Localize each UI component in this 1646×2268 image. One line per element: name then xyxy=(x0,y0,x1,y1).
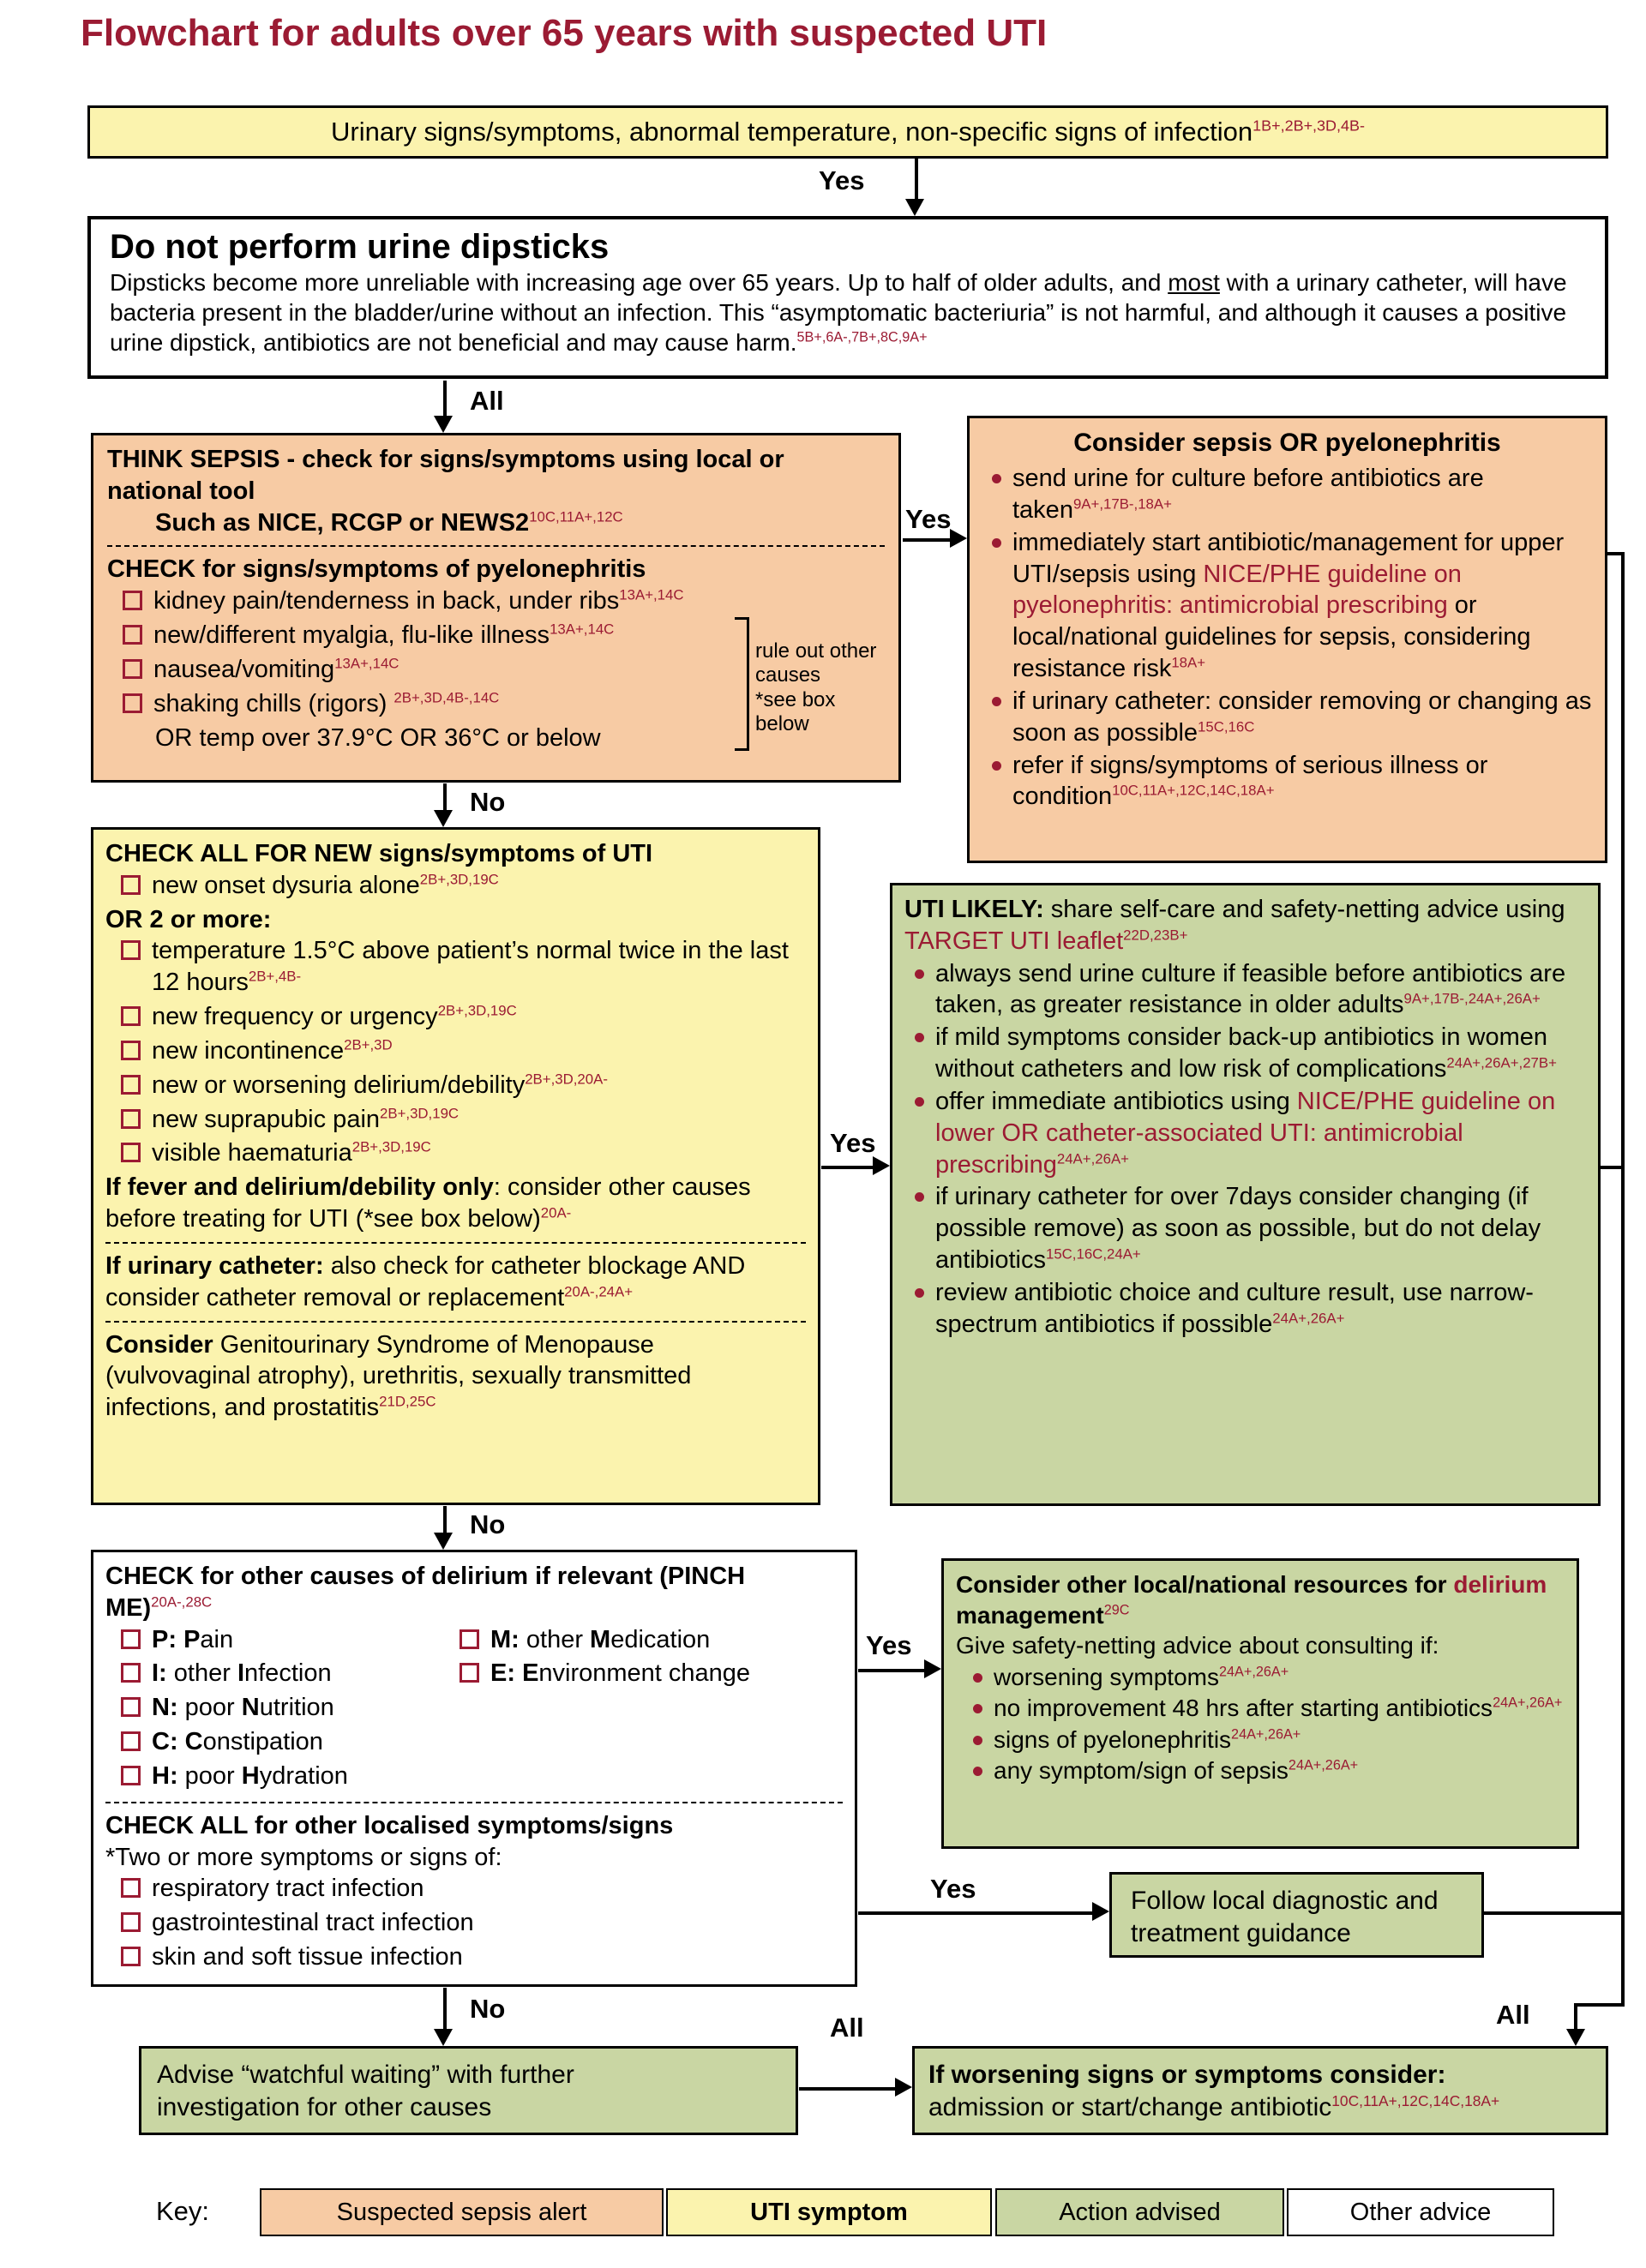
checklist-item xyxy=(121,1726,444,1758)
checklist-item xyxy=(121,1692,444,1724)
arrow-watchful-line xyxy=(443,1988,447,2031)
uti-likely-heading: UTI LIKELY: share self-care and safety-netting advice using TARGET UTI leaflet$^{22D,23B+}$ xyxy=(904,896,1565,955)
bullet-item xyxy=(911,1277,1586,1341)
worsening-line2: admission or start/change antibiotic$^{10C,11A+,12C,14C,18A+}$ xyxy=(928,2092,1500,2122)
checklist-item xyxy=(123,688,730,720)
checklist-item-text: new or worsening delirium/debility$^{2B+,3D,20A-}$ xyxy=(152,1071,608,1099)
checkbox-icon xyxy=(121,1041,141,1060)
follow-local-box xyxy=(1109,1872,1484,1958)
checklist-item xyxy=(460,1658,750,1689)
bullet-item-text: signs of pyelonephritis$^{24A+,26A+}$ xyxy=(994,1725,1301,1753)
connector-bottom-jog xyxy=(1574,2003,1625,2007)
bullet-item-text: review antibiotic choice and culture result, use narrow-spectrum antibiotics if possible$^{24A+,26A+}$ xyxy=(935,1278,1534,1338)
checklist-item-text: C: Constipation xyxy=(152,1728,323,1756)
checklist-item-text: kidney pain/tenderness in back, under ribs$^{13A+,14C}$ xyxy=(153,586,684,615)
checklist-item-text: I: other Infection xyxy=(152,1659,332,1688)
page-title: Flowchart for adults over 65 years with suspected UTI xyxy=(81,12,1048,54)
bracket-icon xyxy=(735,617,749,751)
bullet-item-text: always send urine culture if feasible before antibiotics are taken, as greater resistance in older adults$^{9A+,17B-,24A+,26A+}$ xyxy=(935,959,1566,1019)
checklist-item xyxy=(121,1658,444,1689)
bullet-dot-icon xyxy=(973,1673,982,1683)
start-box xyxy=(87,105,1608,159)
bullet-item-text: send urine for culture before antibiotics are taken$^{9A+,17B-,18A+}$ xyxy=(1012,465,1484,524)
bullet-dot-icon xyxy=(992,761,1001,771)
checklist-item-text: new/different myalgia, flu-like illness$^{13A+,14C}$ xyxy=(153,621,615,650)
bullet-dot-icon xyxy=(915,969,924,979)
checkbox-icon xyxy=(121,1697,141,1717)
checkbox-icon xyxy=(121,1006,141,1026)
arrow-start-line xyxy=(915,159,918,199)
bullet-dot-icon xyxy=(992,538,1001,548)
checkbox-icon xyxy=(123,693,142,713)
checklist-item-text: shaking chills (rigors) $^{2B+,3D,4B-,14C}$ xyxy=(153,689,500,717)
uti-likely-box xyxy=(890,883,1601,1506)
bullet-item xyxy=(970,1755,1565,1786)
worsening-line1: If worsening signs or symptoms consider: xyxy=(928,2061,1446,2089)
checkbox-icon xyxy=(121,940,141,960)
checklist-item xyxy=(121,1941,843,1973)
bullet-item-text: refer if signs/symptoms of serious illness or condition$^{10C,11A+,12C,14C,18A+}$ xyxy=(1012,751,1488,811)
delirium-bullets xyxy=(956,1662,1565,1786)
label-yes-start: Yes xyxy=(819,165,865,195)
arrow-start-head-icon xyxy=(905,199,924,216)
checklist-item-text: temperature 1.5°C above patient’s normal twice in the last 12 hours$^{2B+,4B-}$ xyxy=(152,937,789,997)
bullet-item xyxy=(911,1181,1586,1275)
checklist-item-text: new suprapubic pain$^{2B+,3D,19C}$ xyxy=(152,1104,460,1133)
checklist-item xyxy=(121,1624,444,1656)
checklist-item xyxy=(121,1070,806,1101)
delirium-resources-heading: Consider other local/national resources for delirium management$^{29C}$ xyxy=(956,1571,1547,1629)
arrow-uti-line xyxy=(821,1166,875,1169)
rule-out-note-line2: *see box below xyxy=(755,687,836,735)
localised-check-sub: *Two or more symptoms or signs of: xyxy=(105,1843,502,1871)
temperature-line: OR temp over 37.9°C OR 36°C or below xyxy=(155,723,601,752)
delirium-resources-box xyxy=(941,1558,1579,1849)
connector-bottom-drop xyxy=(1574,2003,1577,2031)
arrow-uti-head-icon xyxy=(873,1156,890,1175)
watchful-waiting-text: Advise “watchful waiting” with further investigation for other causes xyxy=(157,2061,574,2122)
arrow-delirium-head-icon xyxy=(924,1659,941,1678)
uti-likely-bullets xyxy=(904,958,1586,1341)
pinch-grid xyxy=(105,1624,843,1795)
label-no-watchful: No xyxy=(470,1994,506,2024)
key-action-advised: Action advised xyxy=(995,2188,1284,2236)
connector-local-right xyxy=(1484,1911,1625,1915)
bullet-dot-icon xyxy=(915,1192,924,1202)
label-no-sepsis: No xyxy=(470,787,506,817)
checkbox-icon xyxy=(460,1663,479,1683)
checkbox-icon xyxy=(121,1075,141,1095)
arrow-dipstick-head-icon xyxy=(434,416,453,433)
label-yes-delirium: Yes xyxy=(866,1630,912,1660)
uti-symptom-checklist xyxy=(105,935,806,1169)
worsening-box xyxy=(912,2046,1608,2135)
bullet-item xyxy=(911,1022,1586,1085)
bullet-dot-icon xyxy=(973,1704,982,1713)
label-all-right: All xyxy=(1496,2000,1530,2030)
arrow-worsening-head-icon xyxy=(895,2078,912,2097)
dashed-divider xyxy=(107,545,885,547)
checkbox-icon xyxy=(121,1766,141,1785)
menopause-note: Consider Genitourinary Syndrome of Menopause (vulvovaginal atrophy), urethritis, sexually transmitted infections, and prostatitis$^{21D,25C}$ xyxy=(105,1330,692,1422)
bullet-item-text: no improvement 48 hrs after starting antibiotics$^{24A+,26A+}$ xyxy=(994,1695,1563,1722)
arrow-worsening-line xyxy=(799,2087,898,2091)
checklist-item-text: E: Environment change xyxy=(490,1659,751,1688)
arrow-sepsis-line xyxy=(903,538,952,542)
pinch-me-box xyxy=(91,1550,857,1987)
label-yes-local: Yes xyxy=(930,1874,976,1904)
checklist-item-text: new frequency or urgency$^{2B+,3D,19C}$ xyxy=(152,1002,517,1031)
label-yes-sepsis: Yes xyxy=(905,504,952,534)
key-uti-symptom: UTI symptom xyxy=(666,2188,992,2236)
key-label: Key: xyxy=(156,2196,210,2226)
checklist-item xyxy=(121,1035,806,1067)
label-all-dipstick: All xyxy=(470,386,504,416)
think-sepsis-tools: Such as NICE, RCGP or $NEWS2^{10C,11A+,12C}$ xyxy=(155,508,623,537)
bullet-dot-icon xyxy=(915,1288,924,1298)
bullet-item xyxy=(988,527,1593,685)
checkbox-icon xyxy=(121,1878,141,1898)
checkbox-icon xyxy=(121,1947,141,1966)
arrow-think-down-line xyxy=(443,783,447,811)
dashed-divider xyxy=(105,1321,806,1323)
pyelonephritis-checklist xyxy=(107,585,730,719)
arrow-local-line xyxy=(858,1911,1095,1915)
checkbox-icon xyxy=(123,625,142,645)
key-suspected-sepsis: Suspected sepsis alert xyxy=(260,2188,664,2236)
consider-sepsis-box xyxy=(967,416,1607,863)
arrow-checkuti-down-line xyxy=(443,1506,447,1533)
pinch-heading: CHECK for other causes of delirium if relevant (PINCH ME)$^{20A-,28C}$ xyxy=(105,1563,746,1622)
pinch-column-2 xyxy=(444,1624,750,1795)
consider-sepsis-heading: Consider sepsis OR pyelonephritis xyxy=(1073,429,1501,457)
checklist-item-text: nausea/vomiting$^{13A+,14C}$ xyxy=(153,655,399,683)
localised-checklist xyxy=(105,1873,843,1972)
checkbox-icon xyxy=(121,1109,141,1129)
check-uti-heading: CHECK ALL FOR NEW signs/symptoms of UTI xyxy=(105,840,653,867)
bullet-item xyxy=(970,1725,1565,1755)
checklist-item-text: new incontinence$^{2B+,3D}$ xyxy=(152,1036,393,1065)
bullet-item xyxy=(911,958,1586,1022)
checkbox-icon xyxy=(121,1912,141,1932)
checklist-item xyxy=(121,935,806,999)
key-other-advice: Other advice xyxy=(1287,2188,1554,2236)
checklist-item xyxy=(121,1001,806,1033)
bullet-dot-icon xyxy=(915,1097,924,1107)
dashed-divider xyxy=(105,1242,806,1244)
checklist-item xyxy=(121,870,806,902)
pyelonephritis-check-heading: CHECK for signs/symptoms of pyelonephritis xyxy=(107,555,646,584)
bullet-item-text: immediately start antibiotic/management for upper UTI/sepsis using NICE/PHE guideline on pyelonephritis: antimicrobial prescribing or local/national guidelines for sepsis, considering resistance risk$^{18A+}$ xyxy=(1012,528,1565,683)
rule-out-note xyxy=(755,639,886,736)
checklist-item-text: visible haematuria$^{2B+,3D,19C}$ xyxy=(152,1138,431,1167)
arrow-sepsis-head-icon xyxy=(950,529,967,548)
or-two-or-more: OR 2 or more: xyxy=(105,905,272,933)
arrow-watchful-head-icon xyxy=(434,2029,453,2046)
checklist-item xyxy=(123,654,730,686)
checklist-item xyxy=(123,620,730,651)
checklist-item xyxy=(121,1137,806,1169)
label-no-uti: No xyxy=(470,1509,506,1539)
follow-local-text: Follow local diagnostic and treatment guidance xyxy=(1131,1887,1439,1948)
checkbox-icon xyxy=(460,1629,479,1649)
arrow-dipstick-line xyxy=(443,381,447,416)
rule-out-note-line1: rule out other causes xyxy=(755,639,877,687)
start-box-text: Urinary signs/symptoms, abnormal temperature, non-specific signs of infection$^{1B+,2B+,3D,4B-}$ xyxy=(331,117,1365,147)
checklist-item xyxy=(121,1907,843,1939)
catheter-note: If urinary catheter: also check for catheter blockage AND consider catheter removal or replacement$^{20A-,24A+}$ xyxy=(105,1251,746,1311)
watchful-waiting-box xyxy=(139,2046,798,2135)
checklist-item-text: M: other Medication xyxy=(490,1625,711,1653)
safety-netting-sub: Give safety-netting advice about consulting if: xyxy=(956,1632,1439,1659)
dipstick-heading: Do not perform urine dipsticks xyxy=(110,228,610,266)
checklist-item-text: respiratory tract infection xyxy=(152,1875,424,1903)
dipstick-box xyxy=(87,216,1608,379)
fever-delirium-note: If fever and delirium/debility only: consider other causes before treating for UTI (*see box below)$^{20A-}$ xyxy=(105,1173,751,1233)
think-sepsis-box xyxy=(91,433,901,783)
arrow-delirium-line xyxy=(858,1669,927,1672)
checklist-item xyxy=(460,1624,750,1656)
bullet-item xyxy=(988,686,1593,749)
checkbox-icon xyxy=(121,1143,141,1162)
checklist-item xyxy=(121,1761,444,1792)
arrow-checkuti-down-head-icon xyxy=(434,1533,453,1550)
checklist-item xyxy=(121,1873,843,1905)
dashed-divider xyxy=(105,1802,843,1803)
bullet-item-text: if urinary catheter: consider removing or changing as soon as possible$^{15C,16C}$ xyxy=(1012,687,1592,747)
bullet-item xyxy=(970,1662,1565,1693)
pinch-column-1 xyxy=(105,1624,444,1795)
arrow-think-down-head-icon xyxy=(434,810,453,827)
checkbox-icon xyxy=(121,1663,141,1683)
localised-check-heading: CHECK ALL for other localised symptoms/signs xyxy=(105,1811,674,1839)
bullet-dot-icon xyxy=(992,474,1001,483)
bullet-item-text: if urinary catheter for over 7days consider changing (if possible remove) as soon as possible, but do not delay antibiotics$^{15C,16C,24A+}$ xyxy=(935,1183,1541,1275)
checkbox-icon xyxy=(123,659,142,679)
label-yes-uti: Yes xyxy=(830,1128,876,1158)
bullet-item-text: any symptom/sign of sepsis$^{24A+,26A+}$ xyxy=(994,1757,1359,1785)
checkbox-icon xyxy=(121,1629,141,1649)
checkbox-icon xyxy=(121,1731,141,1751)
bullet-dot-icon xyxy=(992,697,1001,706)
checklist-item-text: skin and soft tissue infection xyxy=(152,1943,463,1971)
bullet-item-text: offer immediate antibiotics using NICE/PHE guideline on lower OR catheter-associated UTI: antimicrobial prescribing$^{24A+,26A+}$ xyxy=(935,1087,1556,1179)
dipstick-body: Dipsticks become more unreliable with increasing age over 65 years. Up to half of older adults, and most with a urinary catheter, will have bacteria present in the bladder/urine without an infection. This “asymptomatic bacteriuria” is not harmful, and although it causes a positive urine dipstick, antibiotics are not beneficial and may cause harm.$^{5B+,6A-,7B+,8C,9A+}$ xyxy=(110,269,1567,356)
bullet-item-text: if mild symptoms consider back-up antibiotics in women without catheters and low risk of complications$^{24A+,26A+,27B+}$ xyxy=(935,1023,1557,1083)
bullet-item xyxy=(988,463,1593,526)
bullet-item xyxy=(911,1086,1586,1180)
bullet-dot-icon xyxy=(973,1767,982,1776)
connector-right-vertical xyxy=(1621,552,1625,2006)
checklist-item-text: H: poor Hydration xyxy=(152,1761,348,1790)
checklist-item xyxy=(123,585,730,617)
checklist-item xyxy=(121,1104,806,1136)
arrow-local-head-icon xyxy=(1092,1902,1109,1921)
bullet-item xyxy=(988,750,1593,813)
consider-sepsis-bullets xyxy=(982,463,1593,813)
checklist-item-text: P: Pain xyxy=(152,1625,234,1653)
checkbox-icon xyxy=(121,875,141,895)
bullet-item xyxy=(970,1693,1565,1724)
checkbox-icon xyxy=(123,591,142,610)
checklist-item-text: gastrointestinal tract infection xyxy=(152,1909,474,1937)
connector-bottom-head-icon xyxy=(1566,2029,1585,2046)
label-all-watchful: All xyxy=(830,2013,864,2043)
bullet-dot-icon xyxy=(915,1033,924,1042)
think-sepsis-heading: THINK SEPSIS - check for signs/symptoms using local or national tool xyxy=(107,446,784,505)
checklist-item-text: new onset dysuria alone$^{2B+,3D,19C}$ xyxy=(152,871,499,899)
checklist-item-text: N: poor Nutrition xyxy=(152,1694,334,1722)
bullet-item-text: worsening symptoms$^{24A+,26A+}$ xyxy=(994,1663,1289,1690)
check-uti-box xyxy=(91,827,820,1505)
bullet-dot-icon xyxy=(973,1736,982,1745)
